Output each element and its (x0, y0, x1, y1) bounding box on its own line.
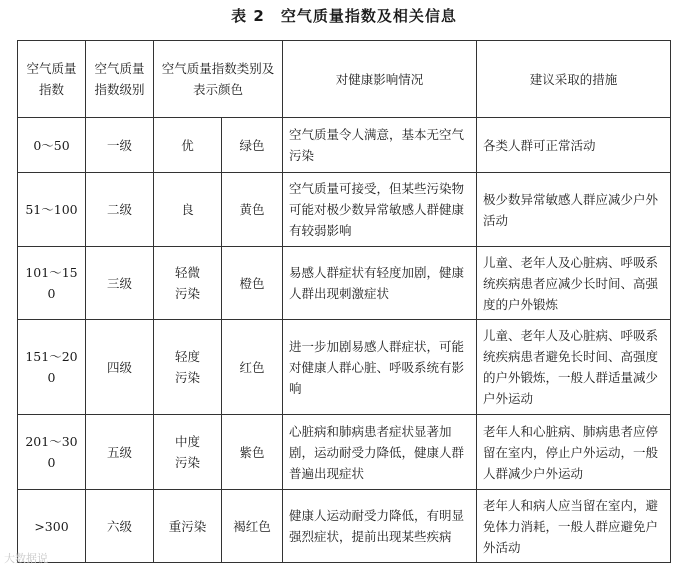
level-cell: 二级 (86, 173, 154, 247)
category-cell: 良 (154, 173, 222, 247)
advice-cell: 各类人群可正常活动 (477, 118, 671, 173)
advice-cell: 老年人和心脏病、肺病患者应停留在室内，停止户外运动，一般人群减少户外运动 (477, 415, 671, 490)
aqi-range-cell: 51～100 (18, 173, 86, 247)
color-cell: 绿色 (222, 118, 283, 173)
header-health: 对健康影响情况 (283, 41, 477, 118)
health-cell: 进一步加剧易感人群症状，可能对健康人群心脏、呼吸系统有影响 (283, 320, 477, 415)
color-cell: 橙色 (222, 247, 283, 320)
level-cell: 五级 (86, 415, 154, 490)
table-row (18, 415, 671, 490)
table-title: 表 2 空气质量指数及相关信息 (231, 7, 457, 25)
level-cell: 四级 (86, 320, 154, 415)
level-cell: 一级 (86, 118, 154, 173)
aqi-range-cell: 151～200 (18, 320, 86, 415)
table-row (18, 490, 671, 563)
health-cell: 易感人群症状有轻度加剧，健康人群出现刺激症状 (283, 247, 477, 320)
color-cell: 褐红色 (222, 490, 283, 563)
aqi-range-cell: 0～50 (18, 118, 86, 173)
category-cell: 重污染 (154, 490, 222, 563)
header-advice: 建议采取的措施 (477, 41, 671, 118)
aqi-range-cell: 101～150 (18, 247, 86, 320)
category-cell: 中度污染 (154, 415, 222, 490)
category-cell: 轻微污染 (154, 247, 222, 320)
header-level: 空气质量指数级别 (86, 41, 154, 118)
table-row (18, 118, 671, 173)
aqi-range-cell: 201～300 (18, 415, 86, 490)
health-cell: 心脏病和肺病患者症状显著加剧，运动耐受力降低，健康人群普遍出现症状 (283, 415, 477, 490)
color-cell: 紫色 (222, 415, 283, 490)
aqi-range-cell: >300 (18, 490, 86, 563)
watermark: 大数据说 (4, 552, 48, 565)
color-cell: 黄色 (222, 173, 283, 247)
header-row (18, 41, 671, 118)
header-aqi: 空气质量指数 (18, 41, 86, 118)
advice-cell: 极少数异常敏感人群应减少户外活动 (477, 173, 671, 247)
header-category: 空气质量指数类别及表示颜色 (154, 41, 283, 118)
aqi-table (17, 40, 671, 563)
table-row (18, 320, 671, 415)
advice-cell: 儿童、老年人及心脏病、呼吸系统疾病患者避免长时间、高强度的户外锻炼，一般人群适量减少户外运动 (477, 320, 671, 415)
category-cell: 优 (154, 118, 222, 173)
level-cell: 三级 (86, 247, 154, 320)
advice-cell: 老年人和病人应当留在室内，避免体力消耗，一般人群应避免户外活动 (477, 490, 671, 563)
health-cell: 空气质量可接受，但某些污染物可能对极少数异常敏感人群健康有较弱影响 (283, 173, 477, 247)
level-cell: 六级 (86, 490, 154, 563)
health-cell: 健康人运动耐受力降低，有明显强烈症状，提前出现某些疾病 (283, 490, 477, 563)
table-row (18, 247, 671, 320)
advice-cell: 儿童、老年人及心脏病、呼吸系统疾病患者应减少长时间、高强度的户外锻炼 (477, 247, 671, 320)
color-cell: 红色 (222, 320, 283, 415)
health-cell: 空气质量令人满意，基本无空气污染 (283, 118, 477, 173)
category-cell: 轻度污染 (154, 320, 222, 415)
table-row (18, 173, 671, 247)
